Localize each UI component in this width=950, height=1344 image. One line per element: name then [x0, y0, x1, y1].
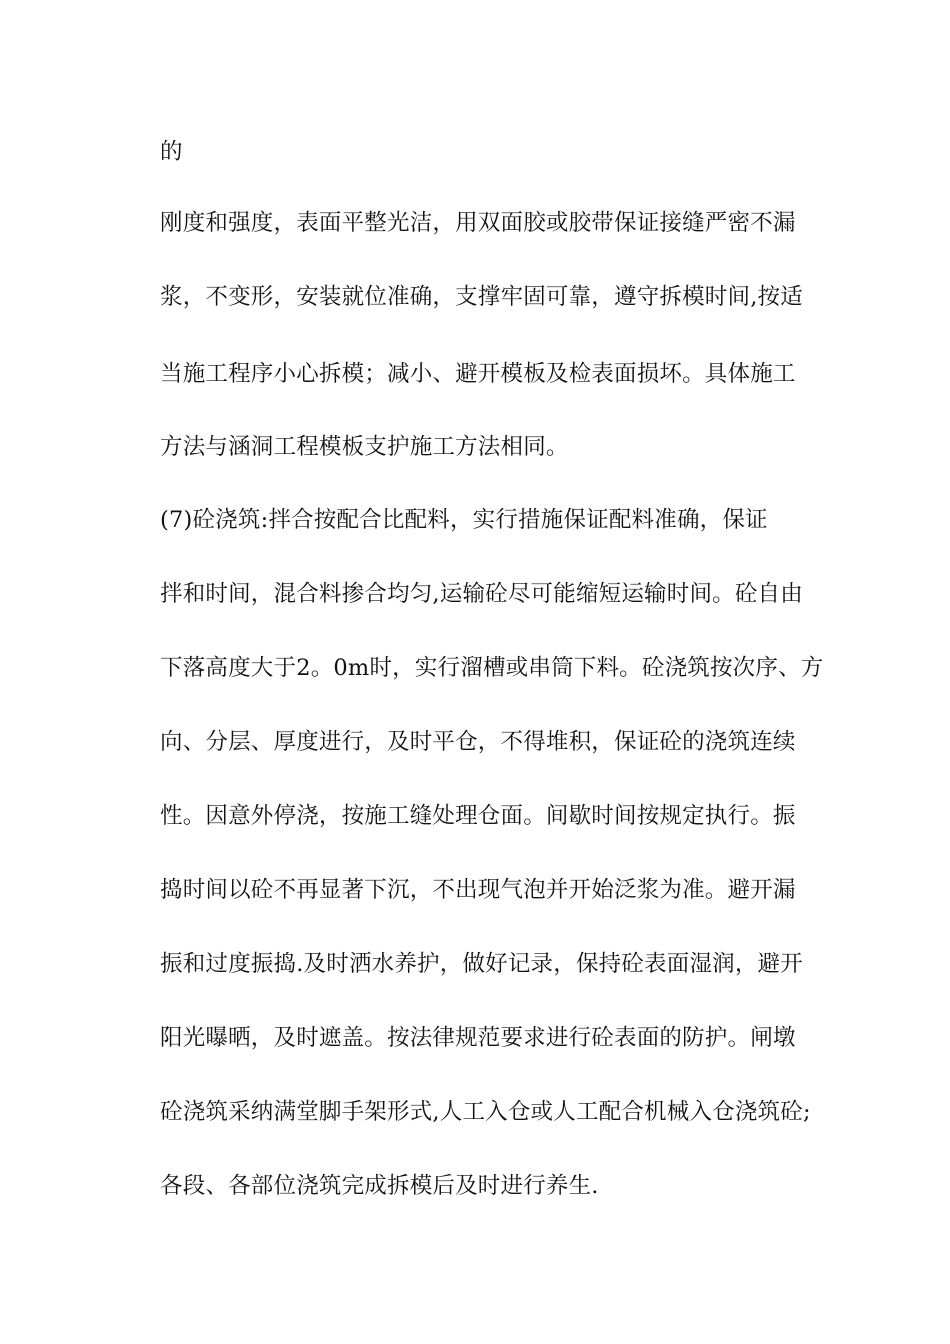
text-line: 振和过度振捣.及时洒水养护，做好记录，保持砼表面湿润，避开: [160, 951, 803, 977]
text-line: 刚度和强度，表面平整光洁，用双面胶或胶带保证接缝严密不漏: [160, 210, 796, 236]
text-line: 砼浇筑采纳满堂脚手架形式,人工入仓或人工配合机械入仓浇筑砼;: [160, 1099, 811, 1125]
text-line: 各段、各部位浇筑完成拆模后及时进行养生.: [160, 1173, 599, 1199]
text-line: 向、分层、厚度进行，及时平仓，不得堆积，保证砼的浇筑连续: [160, 729, 796, 755]
text-line: 性。因意外停浇，按施工缝处理仓面。间歇时间按规定执行。振: [160, 803, 796, 829]
text-line: 捣时间以砼不再显著下沉，不出现气泡并开始泛浆为准。避开漏: [160, 877, 796, 903]
text-line: 拌和时间，混合料掺合均匀,运输砼尽可能缩短运输时间。砼自由: [160, 581, 803, 607]
text-line: 下落高度大于2。0m时，实行溜槽或串筒下料。砼浇筑按次序、方: [160, 655, 824, 681]
text-line: 的: [160, 139, 183, 165]
text-line: 阳光曝晒，及时遮盖。按法律规范要求进行砼表面的防护。闸墩: [160, 1025, 796, 1051]
text-line: 当施工程序小心拆模；减小、避开模板及检表面损坏。具体施工: [160, 361, 796, 387]
text-line: 方法与涵洞工程模板支护施工方法相同。: [160, 434, 569, 460]
text-line: 浆，不变形，安装就位准确，支撑牢固可靠，遵守拆模时间,按适: [160, 284, 803, 310]
text-line: (7)砼浇筑:拌合按配合比配料，实行措施保证配料准确，保证: [160, 507, 768, 533]
